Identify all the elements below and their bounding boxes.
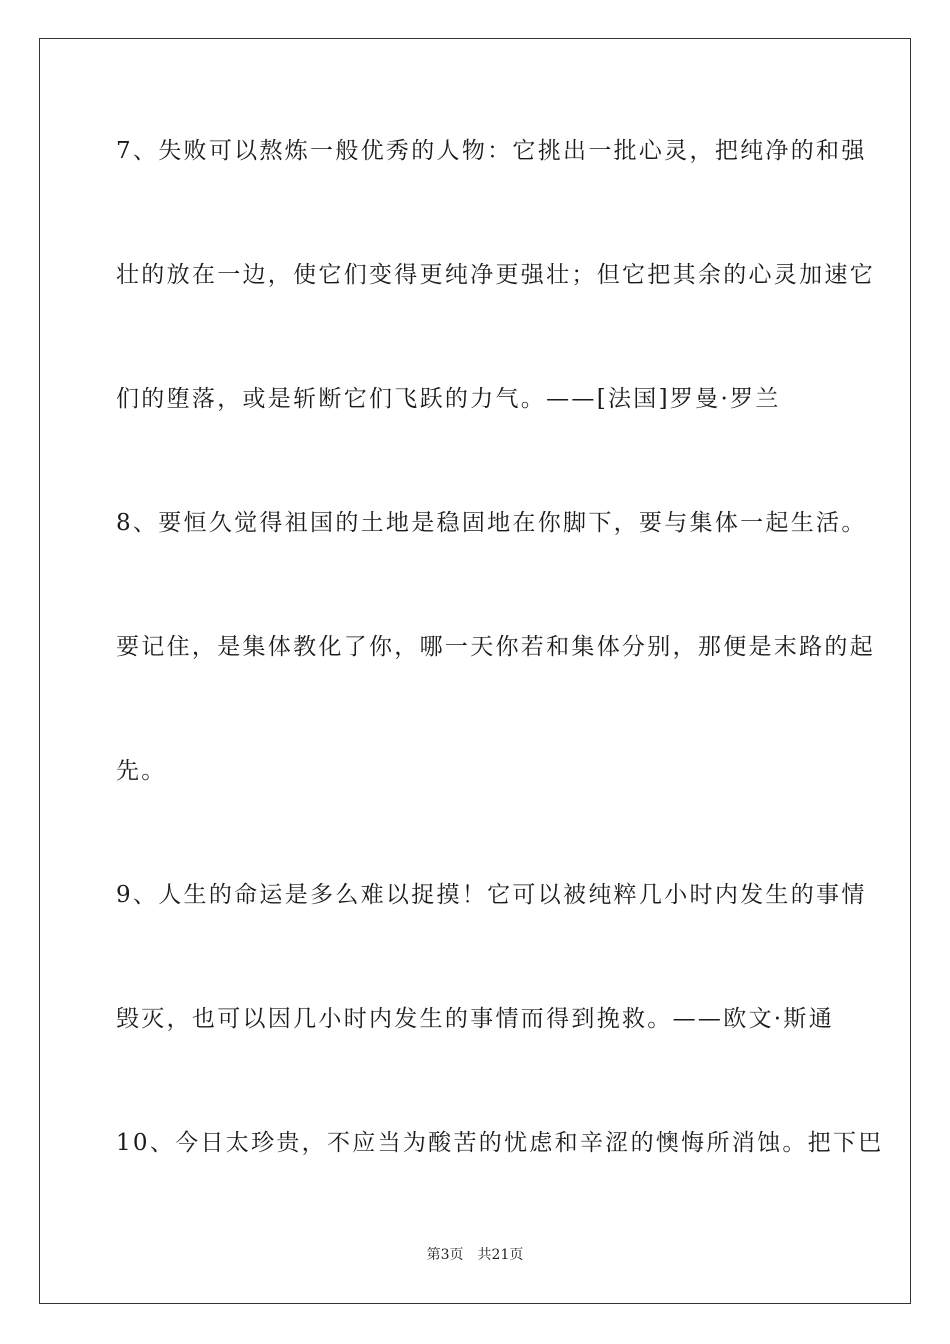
text-line: 9、人生的命运是多么难以捉摸！它可以被纯粹几小时内发生的事情 <box>116 882 867 908</box>
text-line: 要记住，是集体教化了你，哪一天你若和集体分别，那便是末路的起 <box>116 634 875 660</box>
page-total: 共21页 <box>477 1247 524 1263</box>
text-line: 10、今日太珍贵，不应当为酸苦的忧虑和辛涩的懊悔所消蚀。把下巴 <box>116 1130 884 1156</box>
text-line: 先。 <box>116 758 167 784</box>
text-line: 7、失败可以熬炼一般优秀的人物：它挑出一批心灵，把纯净的和强 <box>116 138 867 164</box>
page-frame <box>39 38 911 1304</box>
text-line: 壮的放在一边，使它们变得更纯净更强壮；但它把其余的心灵加速它 <box>116 262 875 288</box>
text-line: 8、要恒久觉得祖国的土地是稳固地在你脚下，要与集体一起生活。 <box>116 510 867 536</box>
page-footer <box>0 1245 950 1265</box>
page-number: 第3页 <box>426 1247 464 1263</box>
text-line: 们的堕落，或是斩断它们飞跃的力气。——[法国]罗曼·罗兰 <box>116 386 781 412</box>
text-line: 毁灭，也可以因几小时内发生的事情而得到挽救。——欧文·斯通 <box>116 1006 835 1032</box>
